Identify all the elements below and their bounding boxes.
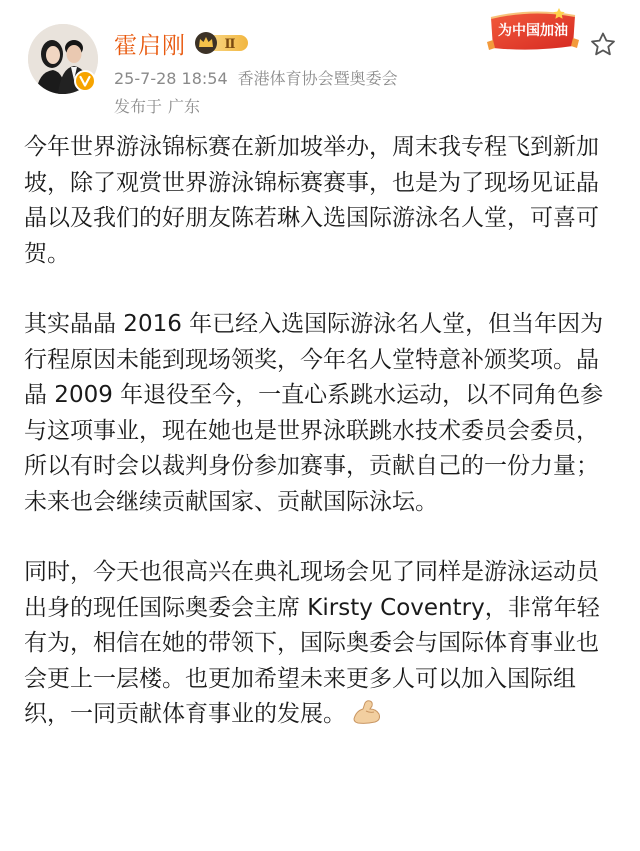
location-value: 广东 xyxy=(168,97,201,116)
member-level-badge[interactable] xyxy=(194,31,250,55)
post-paragraph-text: 同时，今天也很高兴在典礼现场会见了同样是游泳运动员出身的现任国际奥委会主席 Kirsty Coventry，非常年轻有为，相信在她的带领下，国际奥委会与国际体育事业也会更上一层楼。也更加希望未来更多人可以加入国际组织，一同贡献体育事业的发展。 xyxy=(24,559,600,727)
post-timestamp[interactable]: 25-7-28 18:54 xyxy=(114,69,228,88)
crown-icon xyxy=(195,32,217,54)
flexed-biceps-icon xyxy=(352,699,382,725)
member-level-text: Ⅱ xyxy=(224,37,236,52)
post-location xyxy=(114,94,200,117)
post-paragraph xyxy=(24,555,614,733)
verified-v-icon xyxy=(79,75,91,87)
post-source[interactable]: 香港体育协会暨奥委会 xyxy=(237,69,398,88)
post-paragraph: 今年世界游泳锦标赛在新加坡举办，周末我专程飞到新加坡，除了观赏世界游泳锦标赛赛事，也是为了现场见证晶晶以及我们的好朋友陈若琳入选国际游泳名人堂，可喜可贺。 xyxy=(24,134,599,267)
campaign-badge-text: 为中国加油 xyxy=(498,23,568,39)
verified-badge xyxy=(74,70,96,92)
post-body xyxy=(24,130,614,768)
post-header xyxy=(0,0,640,120)
location-prefix: 发布于 xyxy=(114,97,163,116)
post-paragraph: 其实晶晶 2016 年已经入选国际游泳名人堂，但当年因为行程原因未能到现场领奖，今年名人堂特意补颁奖项。晶晶 2009 年退役至今，一直心系跳水运动，以不同角色参与这项事业，现在她也是世界泳联跳水技术委员会委员，所以有时会以裁判身份参加赛事，贡献自己的一份力量；未来也会继续贡献国家、贡献国际泳坛。 xyxy=(24,311,604,515)
campaign-badge[interactable] xyxy=(483,6,583,52)
star-outline-icon[interactable] xyxy=(588,30,618,60)
username-row xyxy=(114,28,250,58)
post-meta xyxy=(114,66,398,89)
author-name[interactable]: 霍启刚 xyxy=(114,32,186,59)
